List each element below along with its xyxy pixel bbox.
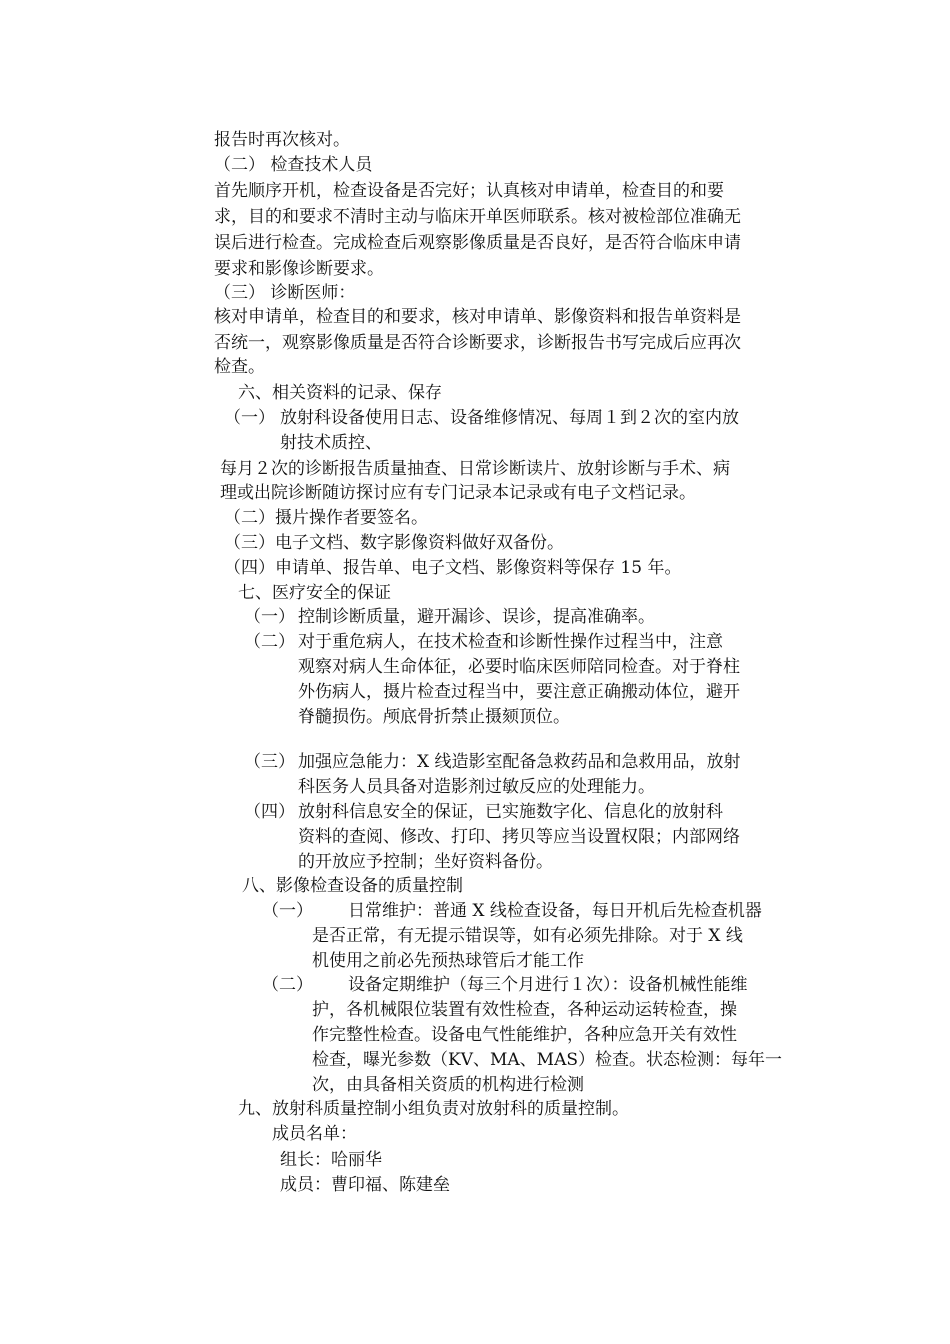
- section-9-heading: 九、放射科质量控制小组负责对放射科的质量控制。: [238, 1099, 629, 1119]
- list-item-text: 外伤病人，摄片检查过程当中，要注意正确搬动体位，避开: [298, 682, 740, 702]
- paragraph-line: 要求和影像诊断要求。: [214, 259, 384, 279]
- list-item-text: 检查，曝光参数（KV、MA、MAS）检查。状态检测：每年一: [312, 1050, 782, 1070]
- list-item-label: （二）: [262, 975, 313, 995]
- doctor-heading: （三） 诊断医师：: [214, 283, 356, 303]
- list-item: （三）电子文档、数字影像资料做好双备份。: [224, 533, 564, 553]
- members-title: 成员名单：: [272, 1124, 357, 1144]
- paragraph-line: 否统一，观察影像质量是否符合诊断要求，诊断报告书写完成后应再次: [214, 333, 741, 353]
- list-item-label: （一）: [224, 408, 275, 428]
- list-item-text: 是否正常，有无提示错误等，如有必须先排除。对于 X 线: [312, 926, 743, 946]
- list-item-label: （二）: [244, 632, 295, 652]
- list-item-text: 作完整性检查。设备电气性能维护，各种应急开关有效性: [312, 1025, 737, 1045]
- paragraph-line: 首先顺序开机，检查设备是否完好；认真核对申请单，检查目的和要: [214, 181, 724, 201]
- list-item-text: 次，由具备相关资质的机构进行检测: [312, 1075, 584, 1095]
- list-item-label: （四）: [244, 802, 295, 822]
- paragraph-line: 核对申请单，检查目的和要求，核对申请单、影像资料和报告单资料是: [214, 307, 741, 327]
- list-item-label: （三）: [244, 752, 295, 772]
- paragraph-line: 每月２次的诊断报告质量抽查、日常诊断读片、放射诊断与手术、病: [220, 459, 730, 479]
- list-item-label: （一）: [244, 607, 295, 627]
- list-item: （二）摄片操作者要签名。: [224, 508, 428, 528]
- section-7-heading: 七、医疗安全的保证: [238, 583, 391, 603]
- list-item-text: 日常维护：普通 X 线检查设备，每日开机后先检查机器: [348, 901, 762, 921]
- list-item-text: 观察对病人生命体征，必要时临床医师陪同检查。对于脊柱: [298, 657, 740, 677]
- list-item-label: （一）: [262, 901, 313, 921]
- list-item-text: 加强应急能力：X 线造影室配备急救药品和急救用品，放射: [298, 752, 741, 772]
- list-item-text: 放射科设备使用日志、设备维修情况、每周１到２次的室内放: [280, 408, 739, 428]
- paragraph-line: 求，目的和要求不清时主动与临床开单医师联系。核对被检部位准确无: [214, 207, 741, 227]
- continuation-line: 报告时再次核对。: [214, 130, 350, 150]
- paragraph-line: 误后进行检查。完成检查后观察影像质量是否良好，是否符合临床申请: [214, 233, 741, 253]
- paragraph-line: 理或出院诊断随访探讨应有专门记录本记录或有电子文档记录。: [220, 483, 696, 503]
- list-item-text: 机使用之前必先预热球管后才能工作: [312, 951, 584, 971]
- list-item-text: 控制诊断质量，避开漏诊、误诊，提高准确率。: [298, 607, 655, 627]
- group-members: 成员：曹印福、陈建垒: [280, 1175, 450, 1195]
- paragraph-line: 检查。: [214, 357, 265, 377]
- list-item-text: 对于重危病人，在技术检查和诊断性操作过程当中，注意: [298, 632, 723, 652]
- list-item-text: 放射科信息安全的保证，已实施数字化、信息化的放射科: [298, 802, 723, 822]
- section-8-heading: 八、影像检查设备的质量控制: [242, 876, 463, 896]
- list-item-text: 设备定期维护（每三个月进行１次）：设备机械性能维: [348, 975, 748, 995]
- section-6-heading: 六、相关资料的记录、保存: [238, 383, 442, 403]
- list-item-text: 的开放应予控制；坐好资料备份。: [298, 852, 553, 872]
- list-item-text: 脊髓损伤。颅底骨折禁止摄颏顶位。: [298, 707, 570, 727]
- list-item-text: 射技术质控、: [280, 433, 382, 453]
- list-item-text: 科医务人员具备对造影剂过敏反应的处理能力。: [298, 777, 655, 797]
- list-item-text: 护，各机械限位装置有效性检查，各种运动运转检查，操: [312, 1000, 737, 1020]
- group-leader: 组长：哈丽华: [280, 1150, 382, 1170]
- list-item-text: 资料的查阅、修改、打印、拷贝等应当设置权限；内部网络: [298, 827, 740, 847]
- tech-staff-heading: （二） 检查技术人员: [214, 155, 373, 175]
- list-item: （四）申请单、报告单、电子文档、影像资料等保存 15 年。: [224, 558, 682, 578]
